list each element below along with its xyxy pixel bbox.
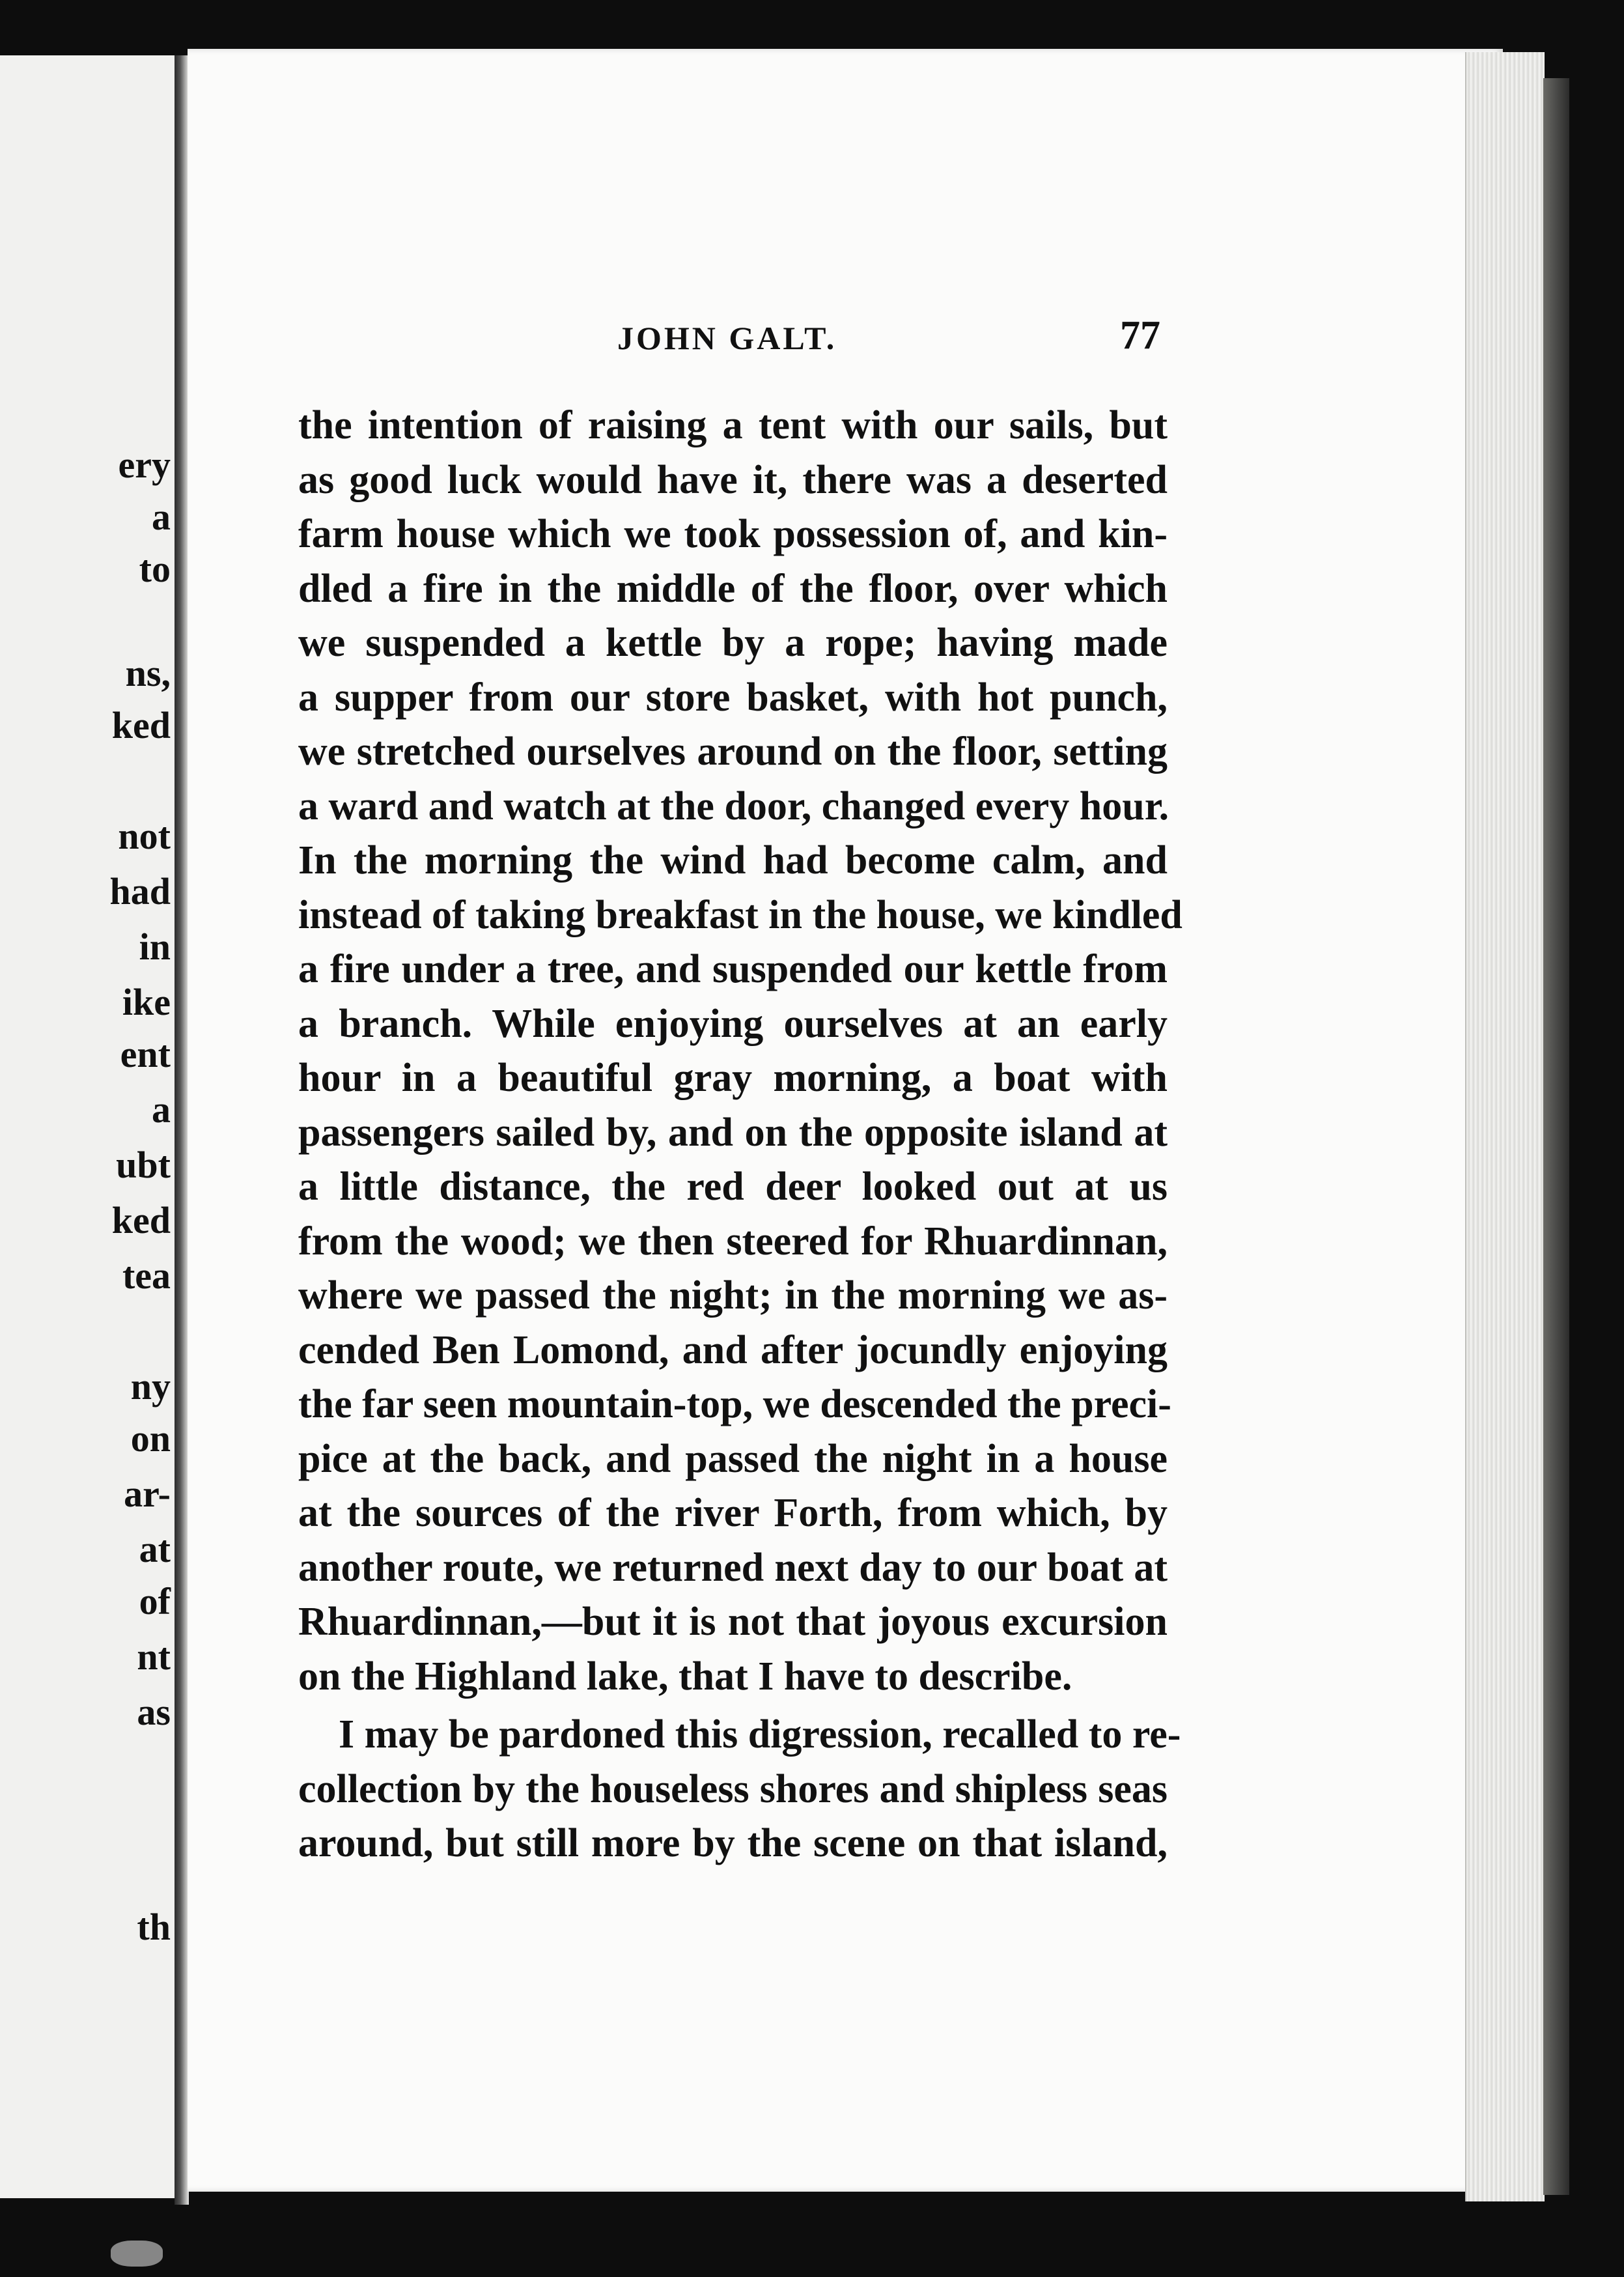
page-edge bbox=[1465, 52, 1545, 2201]
text-line: where we passed the night; in the morning we as- bbox=[298, 1273, 1168, 1318]
text-line: another route, we returned next day to our boat at bbox=[298, 1545, 1168, 1590]
text-line: a fire under a tree, and suspended our kettle from bbox=[298, 947, 1168, 991]
left-page-fragment: ery bbox=[118, 444, 171, 486]
left-page-fragment: tea bbox=[122, 1254, 171, 1297]
text-line: a branch. While enjoying ourselves at an early bbox=[298, 1001, 1168, 1046]
left-page-fragment: ked bbox=[111, 1199, 171, 1241]
text-line: In the morning the wind had become calm, and bbox=[298, 838, 1168, 883]
left-page-fragment: ns, bbox=[125, 652, 171, 694]
text-line: the intention of raising a tent with our sails, but bbox=[298, 403, 1168, 447]
left-page-fragment: in bbox=[139, 926, 171, 968]
paragraph bbox=[298, 399, 1183, 1704]
left-page-fragment: of bbox=[139, 1580, 171, 1622]
text-line: hour in a beautiful gray morning, a boat with bbox=[298, 1056, 1168, 1100]
left-page-fragment: ent bbox=[120, 1033, 171, 1075]
text-line: a supper from our store basket, with hot punch, bbox=[298, 675, 1168, 720]
text-line: around, but still more by the scene on that island, bbox=[298, 1821, 1168, 1865]
left-page-fragment: ar- bbox=[124, 1473, 171, 1515]
left-page-fragment: ny bbox=[130, 1365, 171, 1407]
running-head: JOHN GALT. bbox=[617, 320, 837, 356]
left-page-fragment: ike bbox=[122, 981, 171, 1023]
paragraph bbox=[298, 1708, 1181, 1871]
book-gutter bbox=[175, 55, 189, 2205]
left-page-fragment: nt bbox=[137, 1635, 171, 1678]
left-page-fragment: ked bbox=[111, 704, 171, 746]
scan-smudge bbox=[111, 2241, 163, 2267]
left-page-fragment: on bbox=[130, 1417, 171, 1460]
text-line: on the Highland lake, that I have to describe. bbox=[298, 1654, 1072, 1699]
left-page bbox=[0, 55, 182, 2198]
left-page-fragment: to bbox=[139, 548, 171, 590]
text-line: Rhuardinnan,—but it is not that joyous excursion bbox=[298, 1600, 1168, 1644]
text-line: the far seen mountain-top, we descended the preci- bbox=[298, 1382, 1171, 1426]
text-line: I may be pardoned this digression, recalled to re- bbox=[339, 1712, 1181, 1757]
text-line: pice at the back, and passed the night in a house bbox=[298, 1436, 1168, 1481]
text-line: farm house which we took possession of, and kin- bbox=[298, 512, 1168, 556]
left-page-fragment: had bbox=[109, 870, 171, 912]
text-line: instead of taking breakfast in the house, we kindled bbox=[298, 892, 1183, 937]
text-line: dled a fire in the middle of the floor, over which bbox=[298, 566, 1168, 611]
text-line: at the sources of the river Forth, from which, by bbox=[298, 1491, 1168, 1535]
body-text bbox=[298, 399, 1183, 1871]
left-page-fragment: a bbox=[152, 496, 171, 538]
text-line: from the wood; we then steered for Rhuardinnan, bbox=[298, 1219, 1168, 1264]
text-line: cended Ben Lomond, and after jocundly enjoying bbox=[298, 1327, 1168, 1372]
text-line: we stretched ourselves around on the floor, setting bbox=[298, 729, 1168, 774]
text-line: as good luck would have it, there was a deserted bbox=[298, 457, 1168, 502]
page-number: 77 bbox=[1120, 313, 1160, 358]
left-page-fragment: as bbox=[137, 1691, 171, 1733]
text-line: passengers sailed by, and on the opposite island at bbox=[298, 1110, 1168, 1155]
left-page-fragment: ubt bbox=[116, 1144, 171, 1186]
text-line: a little distance, the red deer looked out at us bbox=[298, 1165, 1168, 1209]
left-page-fragment: at bbox=[139, 1528, 171, 1570]
left-page-fragment: th bbox=[137, 1906, 171, 1948]
text-line: we suspended a kettle by a rope; having made bbox=[298, 621, 1168, 665]
left-page-fragment: a bbox=[152, 1088, 171, 1131]
text-line: collection by the houseless shores and shipless seas bbox=[298, 1766, 1168, 1811]
text-line: a ward and watch at the door, changed every hour. bbox=[298, 784, 1169, 828]
left-page-fragment: not bbox=[118, 815, 171, 857]
book-cover-edge bbox=[1543, 78, 1569, 2195]
